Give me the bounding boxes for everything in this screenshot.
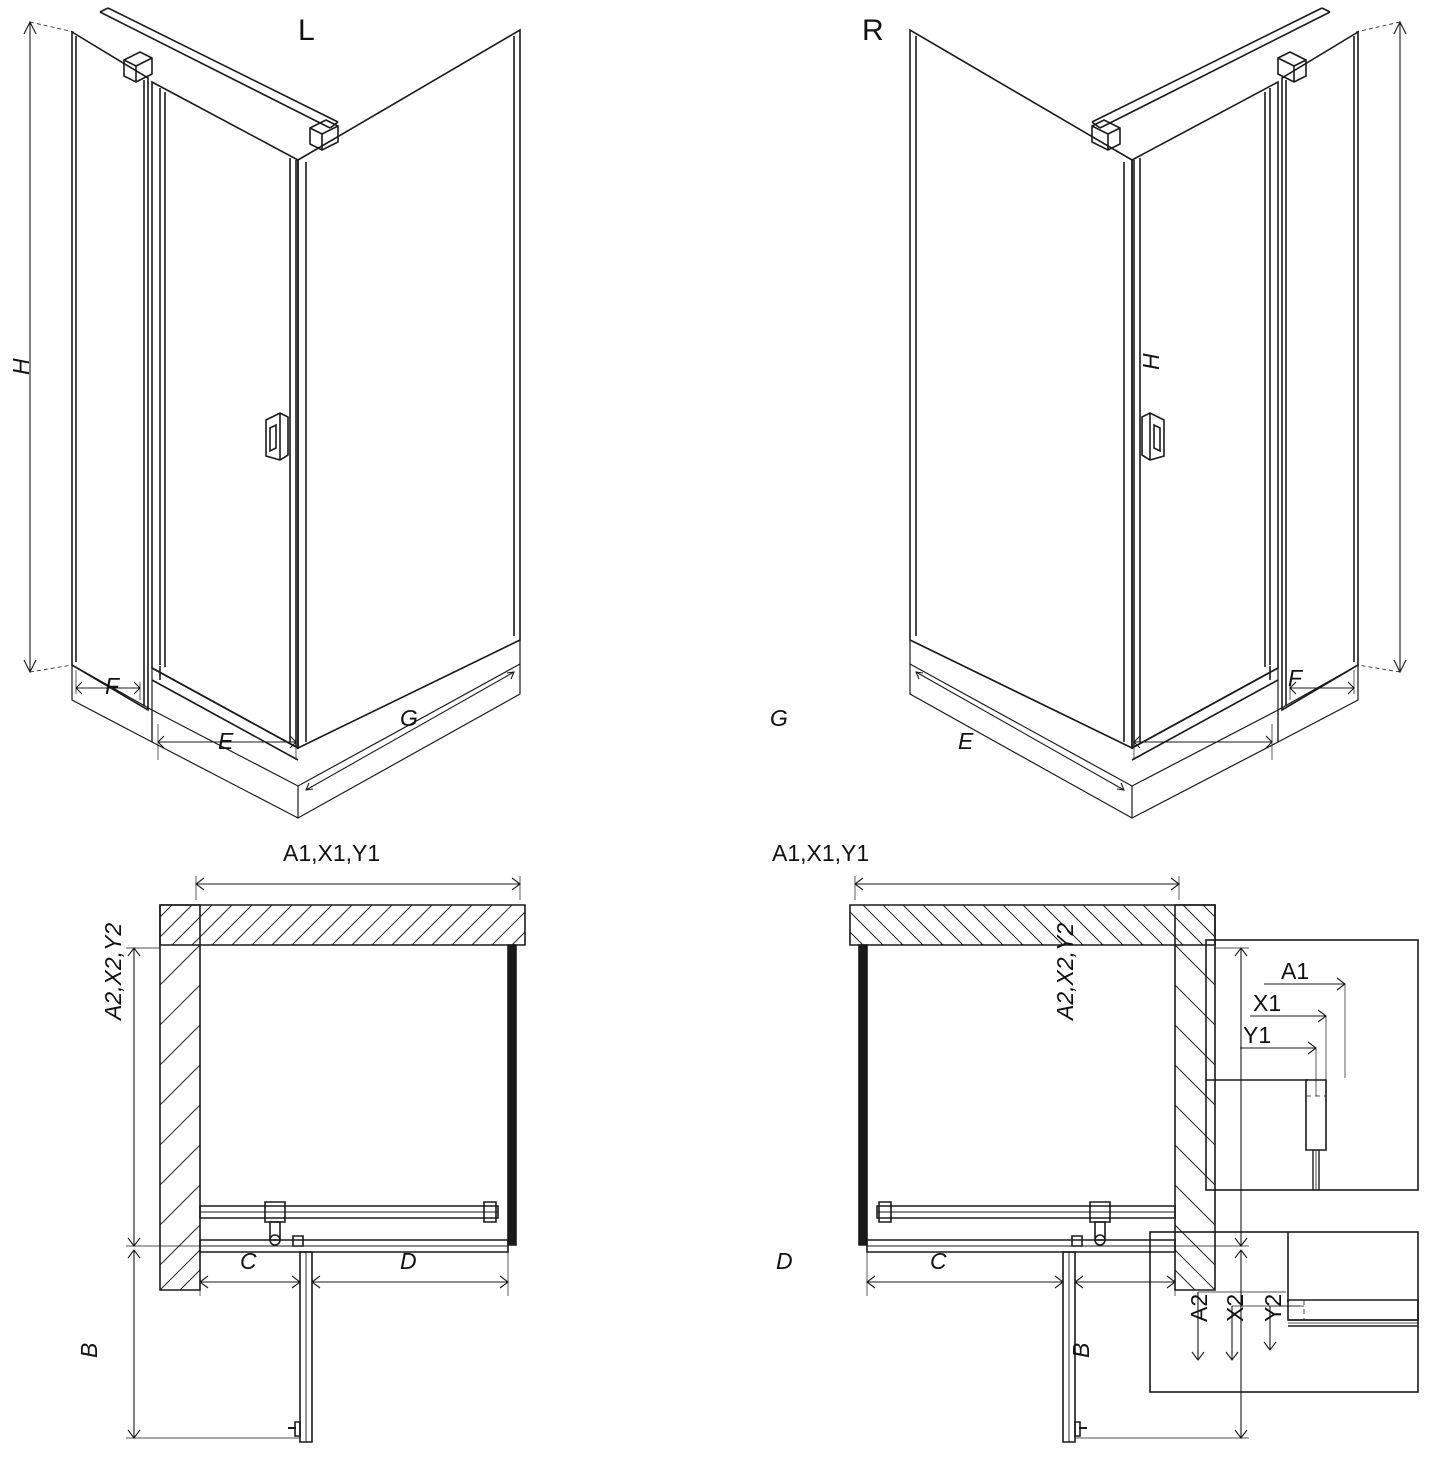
iso-left-title: L (298, 14, 315, 47)
iso-right-height-label: H (1138, 353, 1164, 370)
iso-left-dim-f: F (105, 673, 120, 699)
detail-top-dim-x1: X1 (1253, 990, 1282, 1016)
detail-bottom-dim-x2: X2 (1222, 1293, 1248, 1322)
plan-right-dim-c: C (930, 1248, 947, 1274)
detail-top-dim-y1: Y1 (1243, 1022, 1272, 1048)
iso-right-dim-f: F (1288, 665, 1303, 691)
plan-left-top-dim: A1,X1,Y1 (283, 840, 381, 866)
iso-right-view (910, 8, 1406, 818)
iso-left-height-label: H (8, 358, 34, 375)
plan-left-dim-c: C (240, 1248, 257, 1274)
iso-left-dim-e: E (218, 728, 234, 754)
plan-right-view (850, 876, 1249, 1442)
plan-left-swing-dim: B (76, 1342, 102, 1358)
plan-right-swing-dim: B (1068, 1342, 1094, 1358)
plan-right-side-dim: A2,X2,Y2 (1052, 922, 1078, 1020)
iso-left-view (24, 8, 520, 818)
plan-right-dim-d: D (776, 1248, 793, 1274)
iso-left-dim-g: G (400, 705, 418, 731)
plan-left-dim-d: D (400, 1248, 417, 1274)
iso-right-title: R (862, 14, 884, 47)
detail-bottom-dim-a2: A2 (1186, 1293, 1212, 1322)
iso-right-dim-e: E (958, 728, 974, 754)
plan-left-side-dim: A2,X2,Y2 (100, 922, 126, 1020)
detail-top-view (1206, 940, 1418, 1190)
iso-right-dim-g: G (770, 705, 788, 731)
plan-right-top-dim: A1,X1,Y1 (772, 840, 870, 866)
detail-bottom-dim-y2: Y2 (1260, 1293, 1286, 1322)
plan-left-view (126, 876, 525, 1442)
detail-top-dim-a1: A1 (1281, 958, 1310, 984)
